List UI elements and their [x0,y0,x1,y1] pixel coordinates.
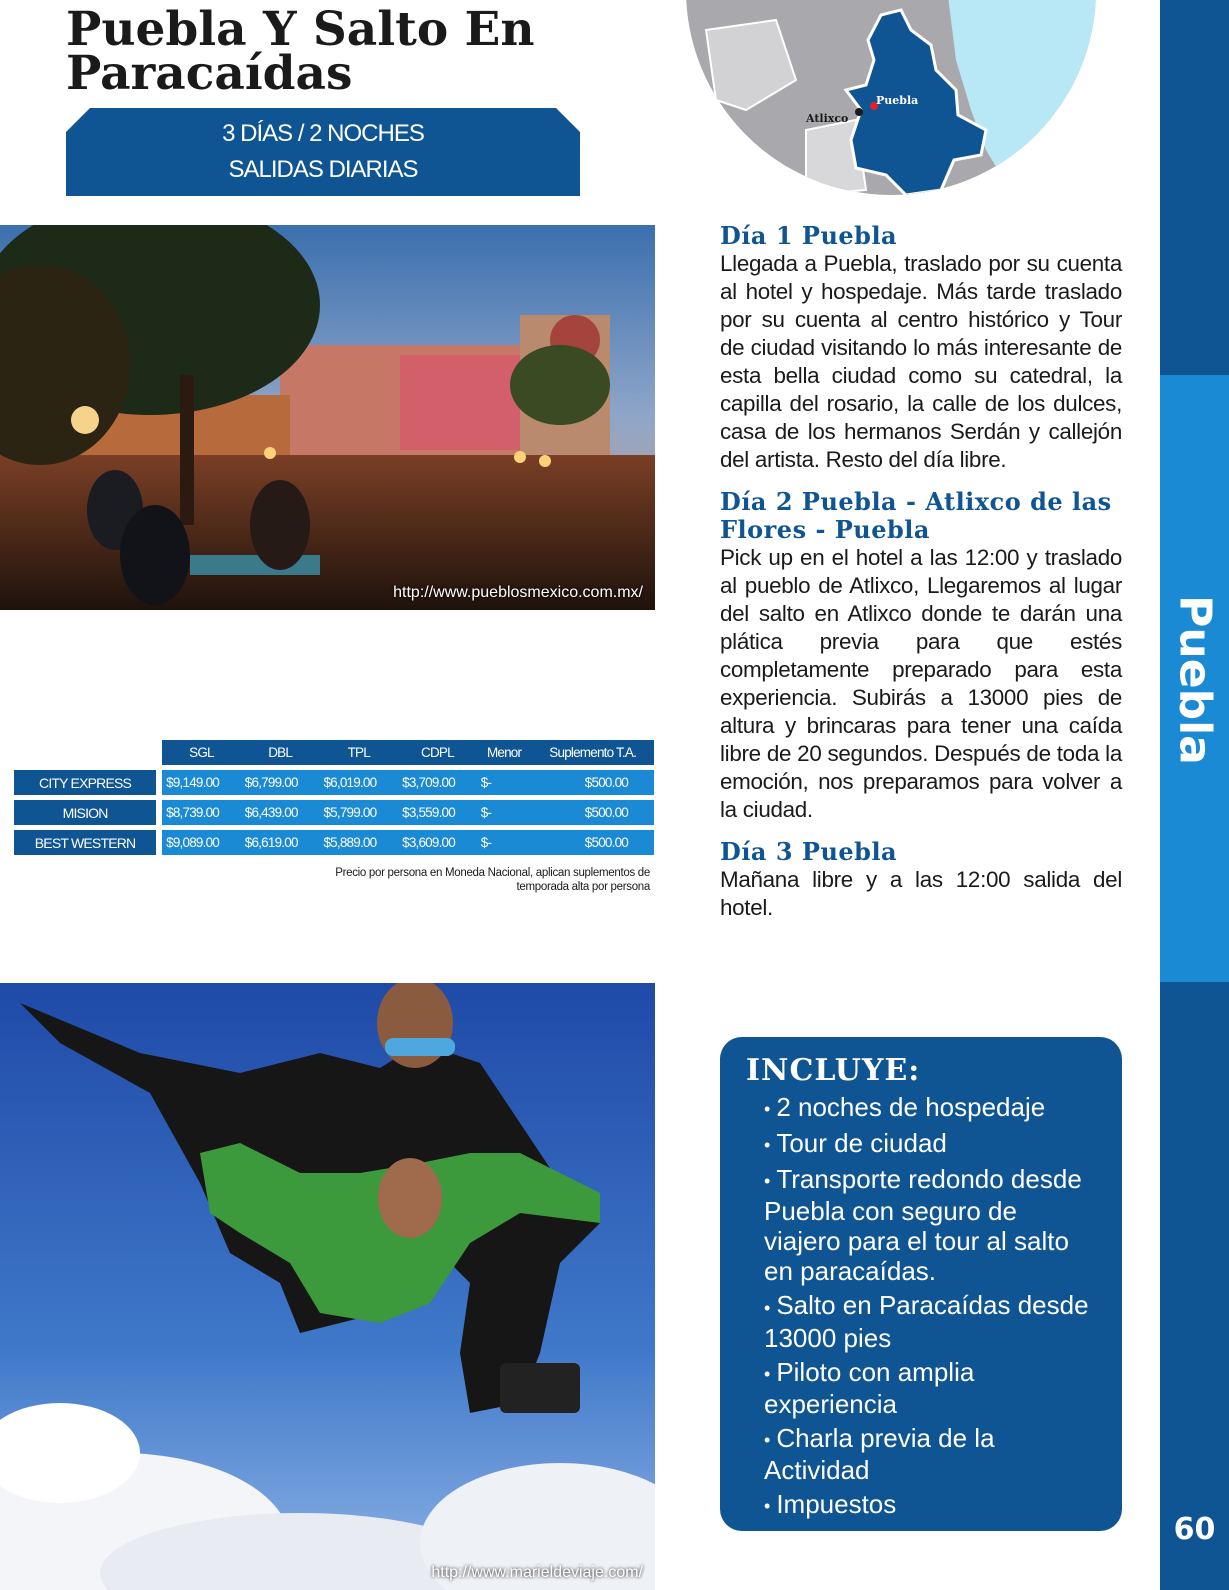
include-text: Impuestos [776,1488,897,1519]
price-table [14,735,654,860]
list-item [764,1423,1098,1485]
price-table-header [14,740,654,765]
bullet-icon: • [764,1495,771,1516]
price-cell: $5,799.00 [319,800,398,825]
price-cell: $3,709.00 [398,770,477,795]
section-label-text: Puebla [1169,595,1220,765]
price-cell: $6,439.00 [241,800,320,825]
includes-box [720,1037,1122,1531]
bullet-icon: • [764,1297,771,1318]
map-image [686,0,1096,195]
include-text: Tour de ciudad [776,1128,947,1159]
col-header: DBL [241,740,320,765]
include-text: Piloto con amplia experiencia [764,1356,975,1419]
price-cell: $9,149.00 [162,770,241,795]
list-item [764,1164,1098,1286]
col-header: SGL [162,740,241,765]
table-row [14,800,654,825]
skydiving-photo [0,983,655,1590]
table-row [14,830,654,855]
table-row [14,770,654,795]
day3-text: Mañana libre y a las 12:00 salida del hotel. [720,867,1122,920]
itinerary [720,222,1122,936]
page-title: Puebla Y Salto En Paracaídas [66,2,535,101]
col-header: CDPL [398,740,477,765]
col-header: TPL [319,740,398,765]
price-cell: $9,089.00 [162,830,241,855]
list-item [764,1128,1098,1160]
bullet-icon: • [764,1099,771,1120]
skydiving-image [0,983,655,1590]
price-cell: $5,889.00 [319,830,398,855]
sidebar-top-band [1160,0,1229,375]
price-note: Precio por persona en Moneda Nacional, aplican suplementos de temporada alta por persona [335,867,650,893]
page-number: 60 [1173,1512,1216,1547]
price-cell: $- [477,770,532,795]
price-cell: $3,559.00 [398,800,477,825]
day3-heading: Día 3 Puebla [720,837,898,866]
sidebar-bottom-band [1160,982,1229,1590]
include-text: Charla previa de la Actividad [764,1422,995,1485]
duration-banner [66,108,580,196]
day1-heading: Día 1 Puebla [720,221,898,250]
price-cell: $3,609.00 [398,830,477,855]
bullet-icon: • [764,1171,771,1192]
duration-text: 3 DÍAS / 2 NOCHES [222,120,424,147]
includes-heading: INCLUYE: [746,1053,921,1088]
include-text: Transporte redondo desde Puebla con seguro de viajero para el tour al salto en paracaídas. [764,1164,1082,1287]
section-label [1160,595,1229,765]
list-item [764,1357,1098,1419]
bullet-icon: • [764,1363,771,1384]
price-cell: $8,739.00 [162,800,241,825]
list-item [764,1489,1098,1521]
price-cell: $6,619.00 [241,830,320,855]
price-cell: $500.00 [531,830,654,855]
price-cell: $6,799.00 [241,770,320,795]
col-header: Suplemento T.A. [531,740,654,765]
col-header: Menor [477,740,532,765]
price-cell: $- [477,830,532,855]
region-map [686,0,1096,195]
day1-text: Llegada a Puebla, traslado por su cuenta al hotel y hospedaje. Más tarde traslado por su cuenta al centro histórico y Tour de ciudad visitando lo más interesante de esta bella ciudad como su catedral, la capilla del rosario, la calle de los dulces, casa de los hermanos Serdán y callejón del artista. Resto del día libre. [720,251,1122,472]
photo2-credit: http://www.marieldeviaje.com/ [431,1564,643,1581]
price-cell: $500.00 [531,770,654,795]
include-text: 2 noches de hospedaje [776,1092,1046,1122]
price-cell: $- [477,800,532,825]
puebla-square-photo [0,225,655,610]
bullet-icon: • [764,1135,771,1156]
include-text: Salto en Paracaídas desde 13000 pies [764,1290,1089,1353]
day2-heading: Día 2 Puebla - Atlixco de las Flores - Puebla [720,487,1112,544]
departures-text: SALIDAS DIARIAS [228,156,418,183]
hotel-column-header [14,740,162,765]
puebla-square-image [0,225,655,610]
day2-text: Pick up en el hotel a las 12:00 y traslado al pueblo de Atlixco, Llegaremos al lugar del salto en Atlixco donde te darán una plática previa para que estés completamente preparado para esta experiencia. Subirás a 13000 pies de altura y brincaras para tener una caída libre de 20 segundos. Después de toda la emoción, nos preparamos para volver a la ciudad. [720,545,1122,822]
hotel-name: BEST WESTERN [14,830,162,855]
list-item [764,1092,1098,1124]
list-item [764,1290,1098,1352]
hotel-name: MISION [14,800,162,825]
includes-list [746,1092,1098,1521]
map-label-puebla: Puebla [876,94,919,107]
price-cell: $6,019.00 [319,770,398,795]
photo1-credit: http://www.pueblosmexico.com.mx/ [393,584,643,601]
map-label-atlixco: Atlixco [806,112,849,125]
bullet-icon: • [764,1429,771,1450]
price-cell: $500.00 [531,800,654,825]
hotel-name: CITY EXPRESS [14,770,162,795]
